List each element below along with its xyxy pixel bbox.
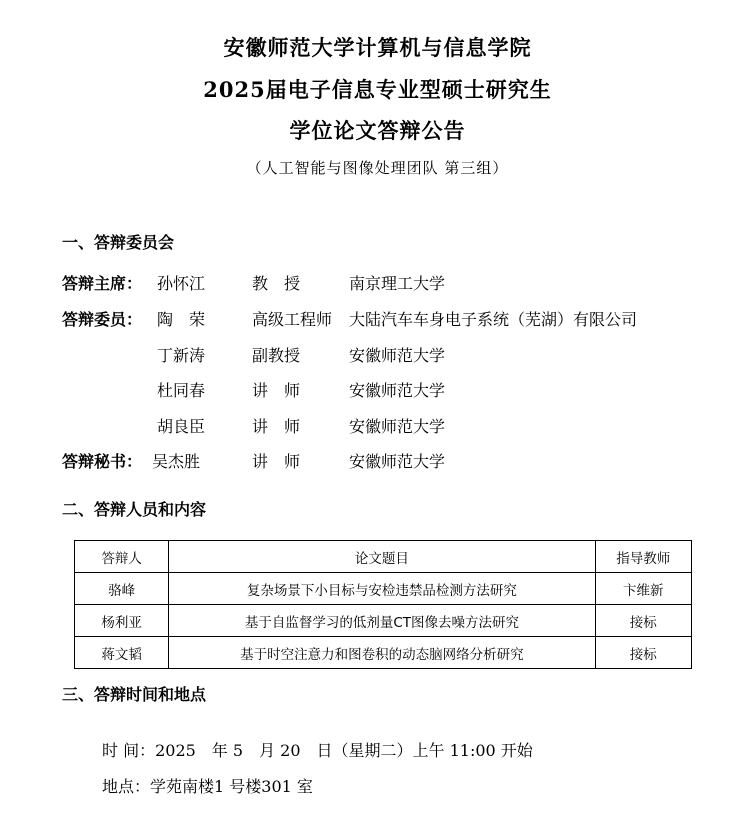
- committee-org: 安徽师范大学: [349, 381, 446, 400]
- committee-title: 讲 师: [252, 417, 301, 436]
- column-header-thesis: 论文题目: [169, 541, 595, 573]
- committee-name: 丁新涛: [157, 346, 206, 365]
- student-cell: 骆峰: [75, 573, 169, 605]
- student-cell: 杨利亚: [75, 605, 169, 637]
- committee-title: 教 授: [252, 274, 301, 293]
- header-line-3: 学位论文答辩公告: [289, 118, 466, 143]
- committee-title: 讲 师: [252, 452, 301, 471]
- committee-title: 讲 师: [252, 381, 301, 400]
- advisor-cell: 接标: [595, 605, 691, 637]
- thesis-cell: 复杂场景下小目标与安检违禁品检测方法研究: [169, 573, 595, 605]
- committee-title: 副教授: [252, 346, 301, 365]
- committee-role: 答辩主席：: [62, 274, 143, 293]
- schedule-time: 时 间：2025 年 5 月 20 日（星期二）上午 11:00 开始: [102, 741, 533, 760]
- table-row: [75, 637, 692, 669]
- committee-title: 高级工程师: [252, 310, 333, 329]
- thesis-cell: 基于时空注意力和图卷积的动态脑网络分析研究: [169, 637, 595, 669]
- group-subtitle: （人工智能与图像处理团队 第三组）: [246, 159, 509, 177]
- header-line-2: 2025届电子信息专业型硕士研究生: [203, 77, 552, 102]
- committee-heading: 一、答辩委员会: [62, 233, 175, 252]
- column-header-advisor: 指导教师: [595, 541, 691, 573]
- table-row: [75, 573, 692, 605]
- committee-org: 南京理工大学: [349, 274, 446, 293]
- candidates-heading: 二、答辩人员和内容: [62, 500, 207, 519]
- committee-name: 孙怀江: [157, 274, 206, 293]
- committee-name: 胡良臣: [157, 417, 206, 436]
- column-header-student: 答辩人: [75, 541, 169, 573]
- committee-role: 答辩委员：: [62, 310, 143, 329]
- committee-org: 安徽师范大学: [349, 417, 446, 436]
- advisor-cell: 接标: [595, 637, 691, 669]
- table-row: [75, 605, 692, 637]
- defense-table: [74, 540, 692, 669]
- advisor-cell: 卞维新: [595, 573, 691, 605]
- committee-org: 安徽师范大学: [349, 452, 446, 471]
- committee-name: 陶 荣: [157, 310, 206, 329]
- schedule-heading: 三、答辩时间和地点: [62, 685, 207, 704]
- header-line-1: 安徽师范大学计算机与信息学院: [223, 35, 532, 60]
- student-cell: 蒋文韬: [75, 637, 169, 669]
- committee-name: 吴杰胜: [152, 452, 201, 471]
- committee-org: 安徽师范大学: [349, 346, 446, 365]
- committee-org: 大陆汽车车身电子系统（芜湖）有限公司: [349, 310, 638, 329]
- schedule-place: 地点：学苑南楼1 号楼301 室: [102, 777, 313, 796]
- committee-role: 答辩秘书：: [62, 452, 143, 471]
- committee-name: 杜同春: [157, 381, 206, 400]
- table-header-row: [75, 541, 692, 573]
- thesis-cell: 基于自监督学习的低剂量CT图像去噪方法研究: [169, 605, 595, 637]
